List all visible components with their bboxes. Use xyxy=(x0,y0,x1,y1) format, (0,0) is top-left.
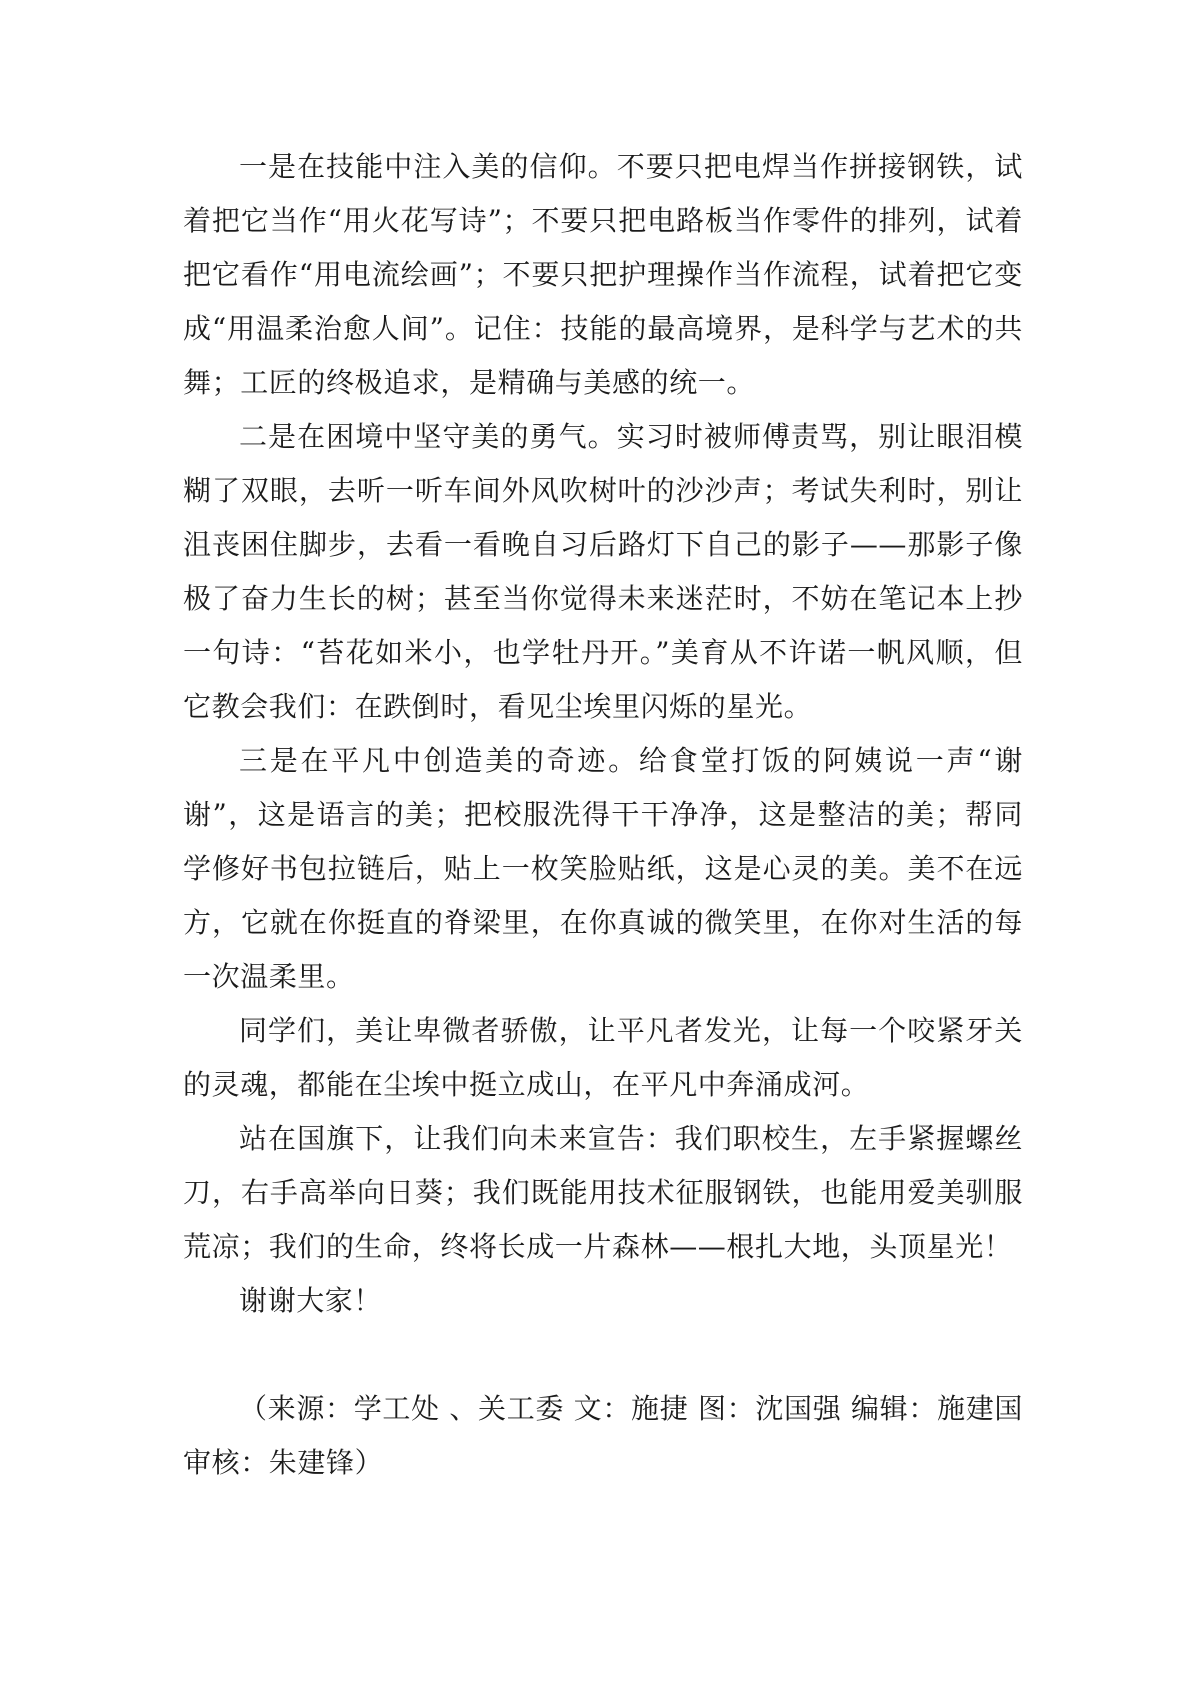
source-credits: （来源：学工处 、关工委 文：施捷 图：沈国强 编辑：施建国 审核：朱建锋） xyxy=(183,1392,1023,1479)
paragraph-skill-beauty: 一是在技能中注入美的信仰。不要只把电焊当作拼接钢铁，试着把它当作“用火花写诗”；不要只把电路板当作零件的排列，试着把它看作“用电流绘画”；不要只把护理操作当作流程，试着把它变成“用温柔治愈人间”。记住：技能的最高境界，是科学与艺术的共舞；工匠的终极追求，是精确与美感的统一。 xyxy=(183,150,1023,399)
paragraph-classmates: 同学们，美让卑微者骄傲，让平凡者发光，让每一个咬紧牙关的灵魂，都能在尘埃中挺立成山，在平凡中奔涌成河。 xyxy=(183,1014,1023,1101)
article-body xyxy=(183,140,1023,1490)
paragraph-ordinary-miracle: 三是在平凡中创造美的奇迹。给食堂打饭的阿姨说一声“谢谢”，这是语言的美；把校服洗得干干净净，这是整洁的美；帮同学修好书包拉链后，贴上一枚笑脸贴纸，这是心灵的美。美不在远方，它就在你挺直的脊梁里，在你真诚的微笑里，在你对生活的每一次温柔里。 xyxy=(183,744,1023,993)
paragraph-courage: 二是在困境中坚守美的勇气。实习时被师傅责骂，别让眼泪模糊了双眼，去听一听车间外风吹树叶的沙沙声；考试失利时，别让沮丧困住脚步，去看一看晚自习后路灯下自己的影子——那影子像极了奋力生长的树；甚至当你觉得未来迷茫时，不妨在笔记本上抄一句诗：“苔花如米小，也学牡丹开。”美育从不许诺一帆风顺，但它教会我们：在跌倒时，看见尘埃里闪烁的星光。 xyxy=(183,420,1023,723)
paragraph-thanks: 谢谢大家！ xyxy=(239,1284,383,1317)
paragraph-declaration: 站在国旗下，让我们向未来宣告：我们职校生，左手紧握螺丝刀，右手高举向日葵；我们既能用技术征服钢铁，也能用爱美驯服荒凉；我们的生命，终将长成一片森林——根扎大地，头顶星光！ xyxy=(183,1122,1023,1263)
